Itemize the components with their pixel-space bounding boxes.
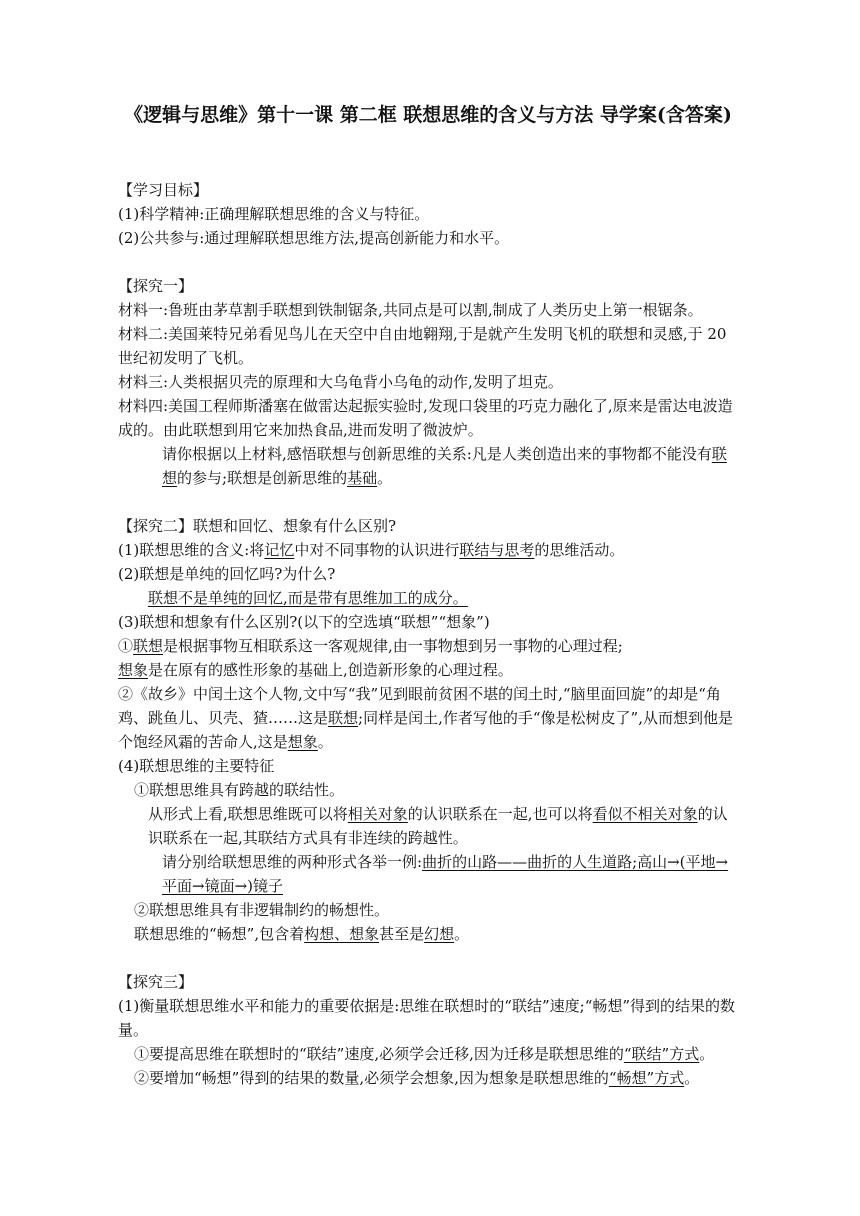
feature-2-detail: 联想思维的“畅想”,包含着构想、想象甚至是幻想。 [134, 925, 470, 943]
answer-blank: 曲折的山路——曲折的人生道路;高山→(平地→平面→镜面→)镜子 [162, 853, 729, 895]
answer-blank: “联结”方式 [623, 1045, 700, 1063]
material-2: 材料二:美国莱特兄弟看见鸟儿在天空中自由地翱翔,于是就产生发明飞机的联想和灵感,于 20 世纪初发明了飞机。 [118, 325, 727, 367]
example-line: 请分别给联想思维的两种形式各举一例:曲折的山路——曲折的人生道路;高山→(平地→平面→镜面→)镜子 [162, 853, 729, 895]
answer-blank: 联想 [133, 637, 164, 655]
answer-2 [118, 586, 738, 610]
section-heading-inquiry-1: 【探究一】 [118, 277, 194, 295]
inquiry-3-point-3: ②要增加“畅想”得到的结果的数量,必须学会想象,因为想象是联想思维的“畅想”方式。 [134, 1069, 700, 1087]
feature-2: ②联想思维具有非逻辑制约的畅想性。 [134, 901, 390, 919]
inquiry-3-point-2: ①要提高思维在联想时的“联结”速度,必须学会迁移,因为迁移是联想思维的“联结”方式。 [134, 1045, 715, 1063]
answer-blank: 联想不是单纯的回忆,而是带有思维加工的成分。 [148, 589, 468, 607]
section-heading-goals: 【学习目标】 [118, 181, 209, 199]
question-2: (2)联想是单纯的回忆吗?为什么? [118, 565, 336, 583]
answer-blank: 基础 [347, 469, 378, 487]
feature-1: ①联想思维具有跨越的联结性。 [134, 781, 345, 799]
answer-blank: 想象 [118, 661, 149, 679]
answer-blank: 构想、想象 [304, 925, 380, 943]
material-4: 材料四:美国工程师斯潘塞在做雷达起振实验时,发现口袋里的巧克力融化了,原来是雷达电波造成的。由此联想到用它来加热食品,进而发明了微波炉。 [118, 397, 733, 439]
answer-blank: 想象 [287, 733, 318, 751]
compare-3: ②《故乡》中闰土这个人物,文中写“我”见到眼前贫困不堪的闰土时,“脑里面回旋”的却是“角鸡、跳鱼儿、贝壳、猹……这是联想;同样是闰土,作者写他的手“像是松树皮了”,从而想到他是个饱经风霜的苦命人,这是想象。 [118, 685, 733, 751]
material-1: 材料一:鲁班由茅草割手联想到铁制锯条,共同点是可以割,制成了人类历史上第一根锯条。 [118, 301, 703, 319]
section-heading-inquiry-3: 【探究三】 [118, 973, 194, 991]
goal-2: (2)公共参与:通过理解联想思维方法,提高创新能力和水平。 [118, 229, 510, 247]
compare-2: 想象是在原有的感性形象的基础上,创造新形象的心理过程。 [118, 661, 513, 679]
document-title: 《逻辑与思维》第十一课 第二框 联想思维的含义与方法 导学案(含答案) [124, 104, 732, 126]
feature-1-detail: 从形式上看,联想思维既可以将相关对象的认识联系在一起,也可以将看似不相关对象的认识联系在一起,其联结方式具有非连续的跨越性。 [148, 805, 728, 847]
compare-1: ①联想是根据事物互相联系这一客观规律,由一事物想到另一事物的心理过程; [118, 637, 623, 655]
inquiry-1-question: 请你根据以上材料,感悟联想与创新思维的关系:凡是人类创造出来的事物都不能没有联想的参与;联想是创新思维的基础。 [162, 445, 727, 487]
document-body [118, 178, 738, 1090]
answer-blank: 联结与思考 [459, 541, 535, 559]
answer-blank: 记忆 [264, 541, 295, 559]
goal-1: (1)科学精神:正确理解联想思维的含义与特征。 [118, 205, 430, 223]
answer-blank: 相关对象 [347, 805, 408, 823]
answer-blank: “畅想”方式 [608, 1069, 685, 1087]
answer-blank: 幻想 [424, 925, 455, 943]
inquiry-3-point-1: (1)衡量联想思维水平和能力的重要依据是:思维在联想时的“联结”速度;“畅想”得到的结果的数量。 [118, 997, 736, 1039]
question-4: (4)联想思维的主要特征 [118, 757, 275, 775]
definition-line: (1)联想思维的含义:将记忆中对不同事物的认识进行联结与思考的思维活动。 [118, 541, 625, 559]
answer-blank: 联想 [328, 709, 359, 727]
answer-blank: 联想 [162, 445, 727, 487]
section-heading-inquiry-2: 【探究二】联想和回忆、想象有什么区别? [118, 517, 397, 535]
question-3: (3)联想和想象有什么区别?(以下的空选填“联想”“想象”) [118, 613, 490, 631]
material-3: 材料三:人类根据贝壳的原理和大乌龟背小乌龟的动作,发明了坦克。 [118, 373, 563, 391]
answer-blank: 看似不相关对象 [592, 805, 698, 823]
